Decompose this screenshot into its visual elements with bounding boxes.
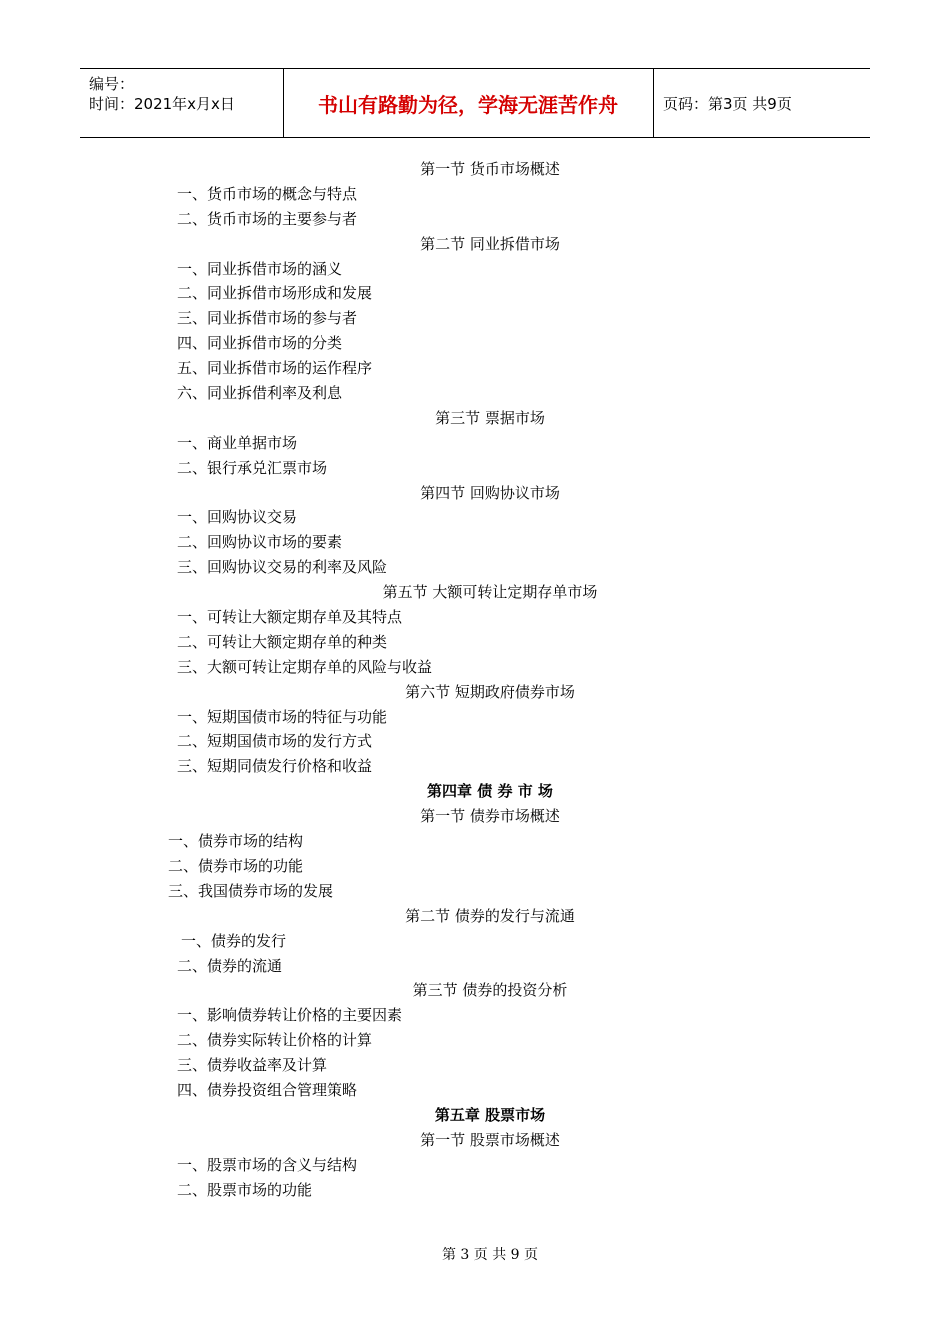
page-header bbox=[80, 68, 870, 138]
outline-item: 一、短期国债市场的特征与功能 bbox=[177, 707, 388, 726]
section-heading: 第六节 短期政府债券市场 bbox=[405, 682, 575, 701]
outline-item: 一、债券的发行 bbox=[181, 931, 287, 950]
outline-item: 三、债券收益率及计算 bbox=[177, 1056, 328, 1075]
outline-item: 六、同业拆借利率及利息 bbox=[177, 384, 343, 403]
section-heading: 第五节 大额可转让定期存单市场 bbox=[382, 583, 598, 602]
outline-item: 三、回购协议交易的利率及风险 bbox=[177, 558, 388, 577]
section-heading: 第二节 同业拆借市场 bbox=[420, 234, 560, 253]
outline-item: 二、债券的流通 bbox=[177, 956, 283, 975]
outline-item: 一、可转让大额定期存单及其特点 bbox=[177, 608, 403, 627]
outline-item: 一、商业单据市场 bbox=[177, 433, 298, 452]
outline-item: 四、债券投资组合管理策略 bbox=[177, 1080, 358, 1099]
section-heading: 第二节 债券的发行与流通 bbox=[405, 906, 575, 925]
outline-item: 三、我国债券市场的发展 bbox=[168, 881, 334, 900]
outline-item: 五、同业拆借市场的运作程序 bbox=[177, 359, 373, 378]
outline-item: 三、短期同债发行价格和收益 bbox=[177, 757, 373, 776]
outline-item: 二、股票市场的功能 bbox=[177, 1180, 313, 1199]
header-motto: 书山有路勤为径，学海无涯苦作舟 bbox=[283, 69, 654, 137]
outline-item: 三、大额可转让定期存单的风险与收益 bbox=[177, 657, 433, 676]
section-heading: 第四节 回购协议市场 bbox=[420, 483, 560, 502]
outline-item: 四、同业拆借市场的分类 bbox=[177, 334, 343, 353]
header-left-cell bbox=[80, 69, 284, 137]
outline-item: 一、债券市场的结构 bbox=[168, 832, 304, 851]
outline-item: 二、回购协议市场的要素 bbox=[177, 533, 343, 552]
document-date-label: 时间：2021年x月x日 bbox=[89, 95, 235, 113]
outline-item: 一、回购协议交易 bbox=[177, 508, 298, 527]
outline-item: 二、银行承兑汇票市场 bbox=[177, 458, 328, 477]
outline-item: 二、可转让大额定期存单的种类 bbox=[177, 632, 388, 651]
outline-item: 一、股票市场的含义与结构 bbox=[177, 1155, 358, 1174]
outline-item: 二、短期国债市场的发行方式 bbox=[177, 732, 373, 751]
outline-item: 一、同业拆借市场的涵义 bbox=[177, 259, 343, 278]
outline-item: 二、债券市场的功能 bbox=[168, 856, 304, 875]
section-heading: 第一节 债券市场概述 bbox=[420, 807, 560, 826]
page-footer: 第 3 页 共 9 页 bbox=[441, 1247, 539, 1263]
outline-item: 一、影响债券转让价格的主要因素 bbox=[177, 1006, 403, 1025]
chapter-heading: 第四章 债 券 市 场 bbox=[427, 782, 553, 801]
header-page-info: 页码：第3页 共9页 bbox=[663, 94, 792, 113]
document-body bbox=[0, 157, 950, 1202]
section-heading: 第三节 票据市场 bbox=[435, 408, 545, 427]
section-heading: 第一节 货币市场概述 bbox=[420, 160, 560, 178]
outline-item: 一、货币市场的概念与特点 bbox=[177, 184, 358, 203]
section-heading: 第三节 债券的投资分析 bbox=[412, 981, 568, 1000]
outline-item: 二、货币市场的主要参与者 bbox=[177, 209, 358, 228]
chapter-heading: 第五章 股票市场 bbox=[434, 1105, 546, 1124]
outline-item: 三、同业拆借市场的参与者 bbox=[177, 309, 358, 328]
outline-item: 二、同业拆借市场形成和发展 bbox=[177, 284, 373, 303]
document-number-label: 编号： bbox=[89, 75, 135, 93]
section-heading: 第一节 股票市场概述 bbox=[420, 1130, 560, 1149]
outline-item: 二、债券实际转让价格的计算 bbox=[177, 1031, 373, 1050]
